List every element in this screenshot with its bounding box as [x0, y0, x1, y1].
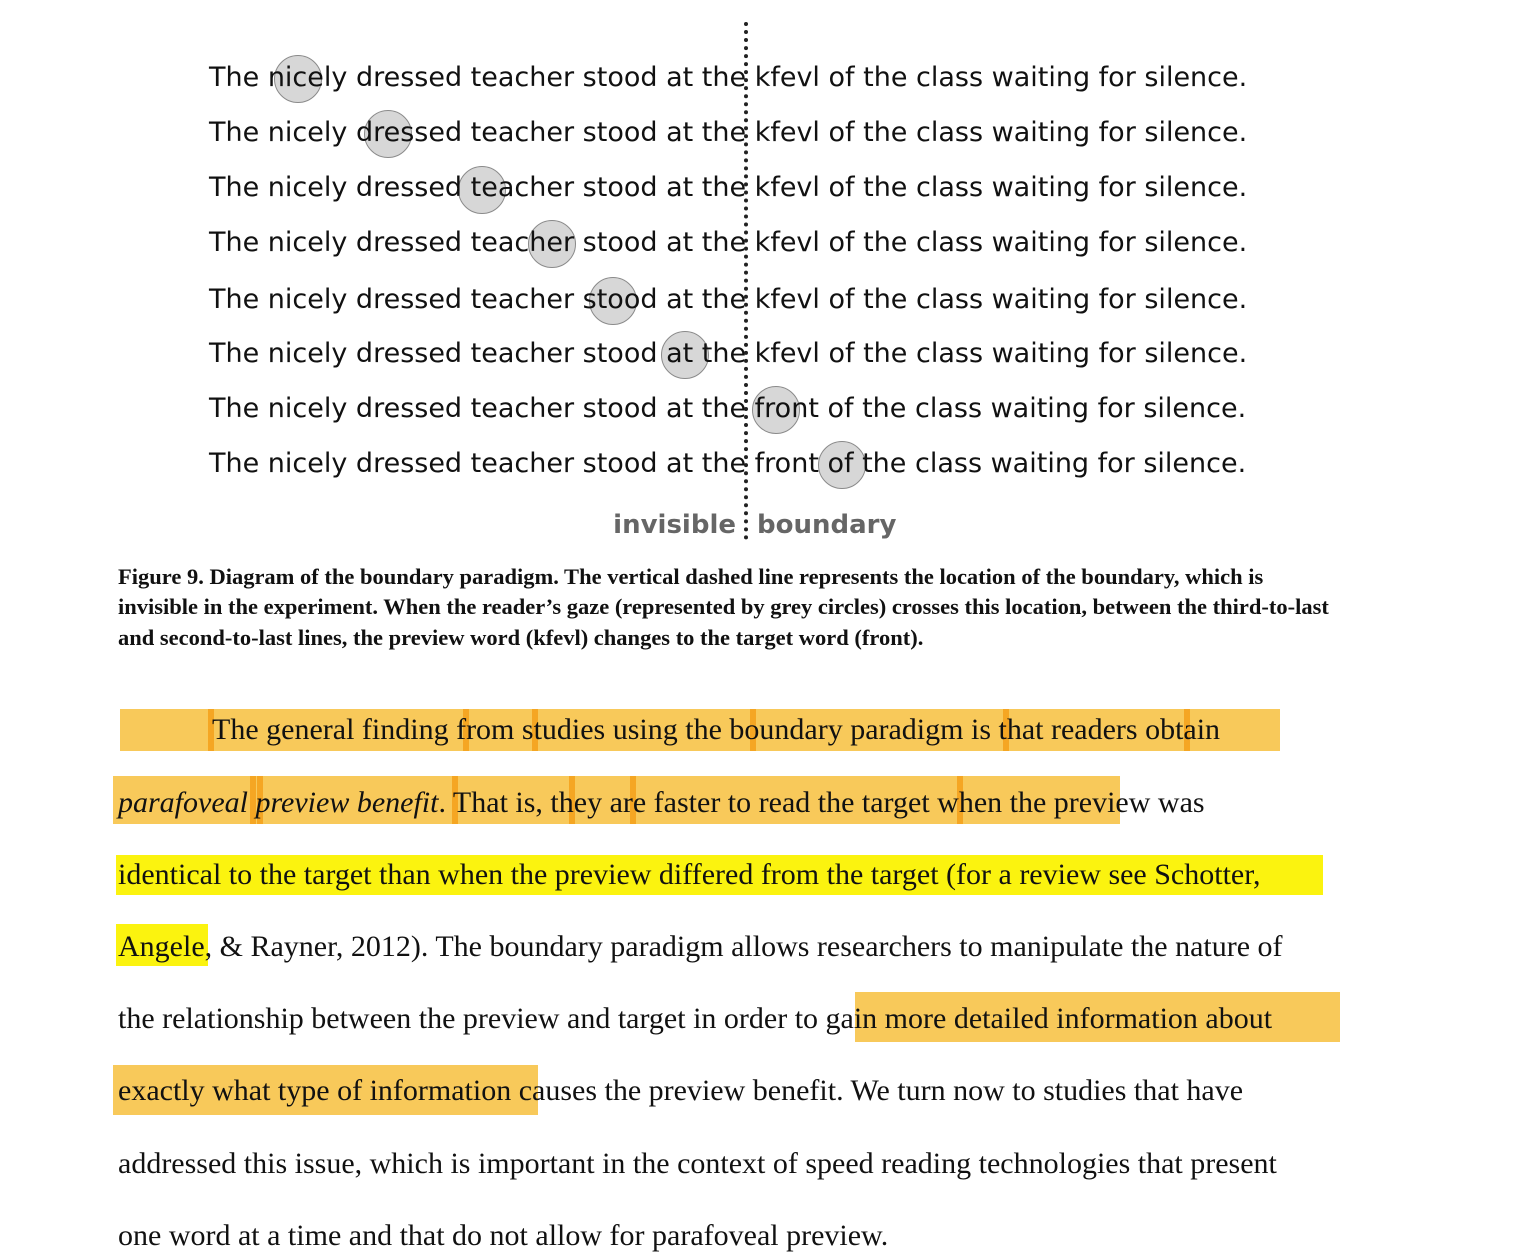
boundary-paradigm-figure — [0, 0, 1514, 560]
sentence-line: The nicely dressed teacher stood at the front of the class waiting for silence. — [209, 393, 1247, 424]
fixated-word: teacher — [470, 172, 575, 203]
italic-term: parafoveal preview benefit — [118, 786, 439, 819]
boundary-label-boundary: boundary — [757, 510, 897, 540]
text-line: identical to the target than when the preview differed from the target (for a review see Schotter, — [118, 858, 1261, 891]
sentence-line: The nicely dressed teacher stood at the kfevl of the class waiting for silence. — [209, 338, 1248, 369]
sentence-line: The nicely dressed teacher stood at the kfevl of the class waiting for silence. — [209, 227, 1248, 258]
text-line: Angele, & Rayner, 2012). The boundary paradigm allows researchers to manipulate the nature of — [118, 930, 1283, 963]
text-line: addressed this issue, which is important in the context of speed reading technologies that present — [118, 1147, 1277, 1180]
sentence-line: The nicely dressed teacher stood at the kfevl of the class waiting for silence. — [209, 172, 1248, 203]
sentence-line: The nicely dressed teacher stood at the kfevl of the class waiting for silence. — [209, 62, 1248, 93]
sentence-line: The nicely dressed teacher stood at the kfevl of the class waiting for silence. — [209, 284, 1248, 315]
fixated-word: of — [827, 448, 854, 479]
fixated-word: front — [754, 393, 819, 424]
text-line: parafoveal preview benefit. That is, they are faster to read the target when the preview was — [118, 786, 1205, 819]
sentence-line: The nicely dressed teacher stood at the front of the class waiting for silence. — [209, 448, 1247, 479]
fixated-word: dressed — [355, 117, 463, 148]
fixated-word: at — [666, 338, 694, 369]
sentence-line: The nicely dressed teacher stood at the kfevl of the class waiting for silence. — [209, 117, 1248, 148]
boundary-label-invisible: invisible — [613, 510, 736, 540]
fixated-word: stood — [582, 284, 658, 315]
fixated-word: nicely — [267, 62, 348, 93]
text-line: the relationship between the preview and target in order to gain more detailed information about — [118, 1002, 1273, 1035]
fixated-word: teacher — [470, 227, 575, 258]
text-line: The general finding from studies using the boundary paradigm is that readers obtain — [212, 713, 1221, 746]
text-line: one word at a time and that do not allow for parafoveal preview. — [118, 1219, 889, 1252]
invisible-boundary-line — [744, 22, 748, 540]
figure-caption: Figure 9. Diagram of the boundary paradigm. The vertical dashed line represents the location of the boundary, which is invisible in the experiment. When the reader’s gaze (represented by grey circles) crosses this location, between the third-to-last and second-to-last lines, the preview word (kfevl) changes to the target word (front). — [118, 564, 1329, 650]
text-line: exactly what type of information causes the preview benefit. We turn now to studies that have — [118, 1074, 1244, 1107]
